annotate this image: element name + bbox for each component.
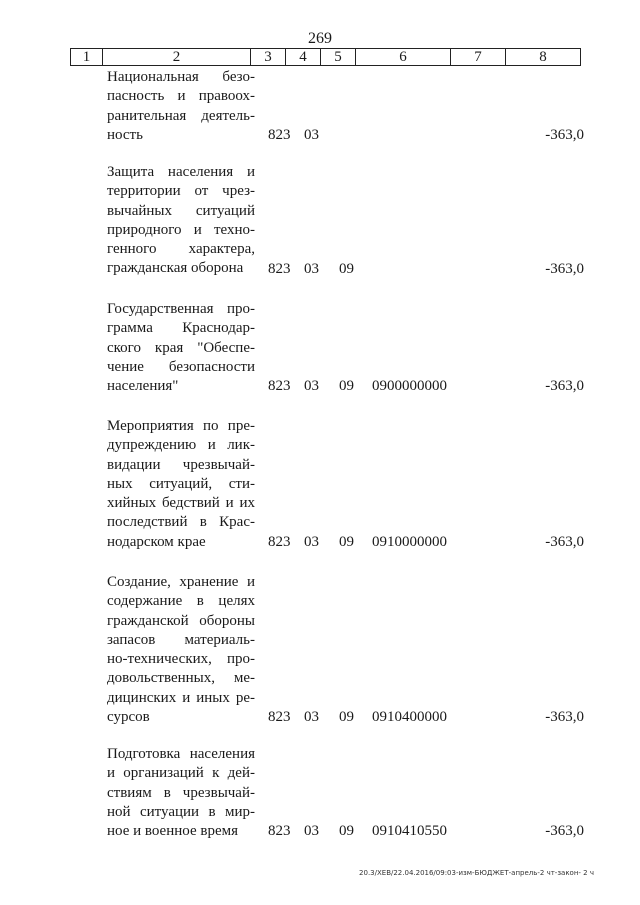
description-line: Создание, хранение и <box>107 574 255 590</box>
code-section: 03 <box>304 260 319 277</box>
column-header-5: 5 <box>321 49 356 66</box>
code-subsection: 09 <box>339 533 354 550</box>
description-line: запасов материаль- <box>107 631 255 648</box>
description-line: и организаций к дей- <box>107 765 255 782</box>
description-line: грамма Краснодар- <box>107 320 255 337</box>
description-line: ность <box>107 126 143 143</box>
amount: -363,0 <box>545 709 584 726</box>
column-header-6: 6 <box>356 49 451 66</box>
description-line: населения" <box>107 378 179 395</box>
amount: -363,0 <box>545 260 584 277</box>
code-section: 03 <box>304 709 319 726</box>
code-department: 823 <box>268 533 291 550</box>
footer-file-reference: 20.3/ХЕВ/22.04.2016/09:03-изм-БЮДЖЕТ-апрель-2 чт-закон- 2 ч <box>359 869 594 877</box>
column-header-4: 4 <box>286 49 321 66</box>
code-target-article: 0900000000 <box>372 378 447 395</box>
description-line: пасность и правоох- <box>107 88 255 105</box>
column-header-2: 2 <box>103 49 251 66</box>
column-header-1: 1 <box>71 49 103 66</box>
description-line: Национальная безо- <box>107 69 255 85</box>
code-section: 03 <box>304 378 319 395</box>
description-line: хийных бедствий и их <box>107 495 255 512</box>
description-line: ное и военное время <box>107 823 238 840</box>
code-section: 03 <box>304 126 319 143</box>
code-target-article: 0910410550 <box>372 823 447 840</box>
description-line: ствиям в чрезвычай- <box>107 784 255 801</box>
description-line: гражданская оборона <box>107 260 244 277</box>
code-department: 823 <box>268 378 291 395</box>
amount: -363,0 <box>545 823 584 840</box>
code-department: 823 <box>268 823 291 840</box>
row-description <box>107 417 255 552</box>
description-line: природного и техно- <box>107 221 255 238</box>
description-line: Защита населения и <box>107 164 255 180</box>
description-line: генного характера, <box>107 241 255 258</box>
description-line: содержание в целях <box>107 593 255 610</box>
code-department: 823 <box>268 126 291 143</box>
description-line: нодарском крае <box>107 533 206 550</box>
description-line: довольственных, ме- <box>107 670 255 687</box>
column-header-3: 3 <box>251 49 286 66</box>
code-department: 823 <box>268 709 291 726</box>
column-header-row <box>70 48 581 66</box>
description-line: сурсов <box>107 709 150 726</box>
column-header-7: 7 <box>451 49 506 66</box>
description-line: гражданской обороны <box>107 612 255 629</box>
page-number: 269 <box>308 30 332 47</box>
description-line: видации чрезвычай- <box>107 456 255 473</box>
description-line: дупреждению и лик- <box>107 437 255 454</box>
code-target-article: 0910000000 <box>372 533 447 550</box>
description-line: ского края "Обеспе- <box>107 339 255 356</box>
code-section: 03 <box>304 533 319 550</box>
row-description <box>107 300 255 396</box>
description-line: ной ситуации в мир- <box>107 803 255 820</box>
code-subsection: 09 <box>339 823 354 840</box>
description-line: последствий в Крас- <box>107 514 255 531</box>
row-description <box>107 745 255 841</box>
row-description <box>107 68 255 145</box>
description-line: вычайных ситуаций <box>107 202 255 219</box>
description-line: ранительная деятель- <box>107 107 255 124</box>
code-target-article: 0910400000 <box>372 709 447 726</box>
amount: -363,0 <box>545 533 584 550</box>
code-department: 823 <box>268 260 291 277</box>
description-line: территории от чрез- <box>107 183 255 200</box>
row-description <box>107 573 255 727</box>
code-subsection: 09 <box>339 260 354 277</box>
amount: -363,0 <box>545 378 584 395</box>
column-header-8: 8 <box>506 49 581 66</box>
code-section: 03 <box>304 823 319 840</box>
row-description <box>107 163 255 279</box>
description-line: Государственная про- <box>107 301 255 317</box>
description-line: но-технических, про- <box>107 651 255 668</box>
code-subsection: 09 <box>339 378 354 395</box>
description-line: Подготовка населения <box>107 746 255 762</box>
code-subsection: 09 <box>339 709 354 726</box>
description-line: дицинских и иных ре- <box>107 689 255 706</box>
description-line: чение безопасности <box>107 358 255 375</box>
description-line: Мероприятия по пре- <box>107 418 255 434</box>
description-line: ных ситуаций, сти- <box>107 475 255 492</box>
amount: -363,0 <box>545 126 584 143</box>
